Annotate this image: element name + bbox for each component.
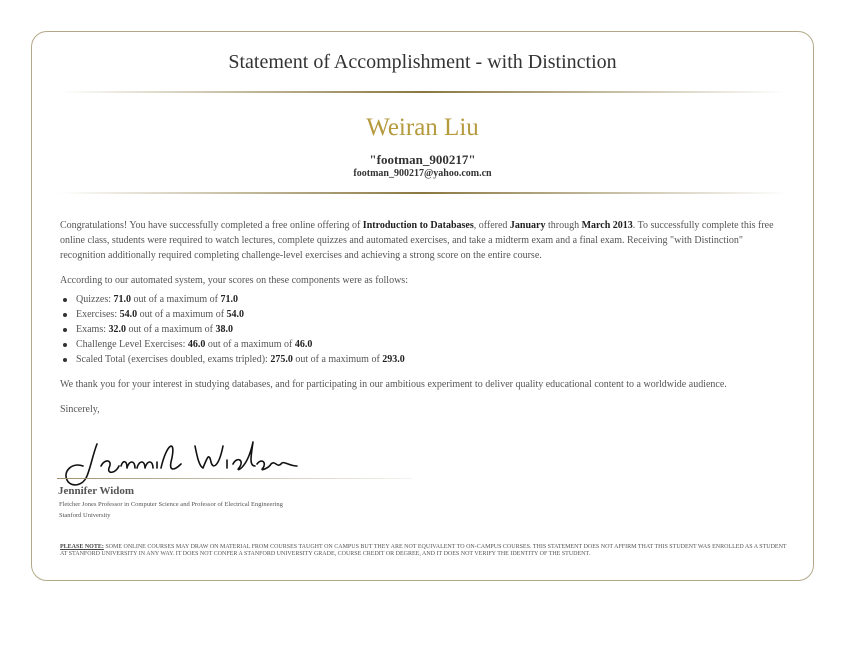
handwritten-signature (57, 432, 417, 492)
score-item-challenge: Challenge Level Exercises: 46.0 out of a maximum of 46.0 (74, 337, 785, 352)
note-text: SOME ONLINE COURSES MAY DRAW ON MATERIAL FROM COURSES TAUGHT ON CAMPUS BUT THEY ARE NOT EQUIVALENT TO ON-CAMPUS COURSES. THIS STATEMENT DOES NOT AFFIRM THAT THIS STUDENT WAS ENROLLED AS A STUDENT AT STANFORD UNIVERSITY IN ANY WAY. IT DOES NOT CONFER A STANFORD UNIVERSITY GRADE, COURSE CREDIT OR DEGREE, AND IT DOES NOT VERIFY THE IDENTITY OF THE STUDENT. (60, 544, 787, 557)
scores-list (60, 292, 785, 367)
recipient-username: "footman_900217" (369, 152, 476, 167)
signer-organization: Stanford University (59, 512, 111, 519)
closing: Sincerely, (60, 404, 100, 415)
top-divider (58, 91, 787, 93)
course-name: Introduction to Databases (362, 220, 474, 231)
certificate-body (60, 218, 785, 427)
certificate-frame (31, 31, 814, 581)
score-item-exams: Exams: 32.0 out of a maximum of 38.0 (74, 322, 785, 337)
recipient-name: Weiran Liu (366, 114, 479, 141)
note-label: PLEASE NOTE: (60, 544, 104, 550)
recipient-email: footman_900217@yahoo.com.cn (353, 168, 492, 179)
thanks-paragraph: We thank you for your interest in studying databases, and for participating in our ambitious experiment to deliver quality educational content to a worldwide audience. (60, 379, 727, 390)
end-date: March 2013 (581, 220, 633, 231)
scores-intro: According to our automated system, your scores on these components were as follows: (60, 275, 408, 286)
signature-line (57, 478, 412, 479)
signer-title: Fletcher Jones Professor in Computer Science and Professor of Electrical Engineering (59, 501, 283, 508)
intro-paragraph: Congratulations! You have successfully completed a free online offering of Introduction to Databases, offered January through March 2013. To successfully complete this free online class, students were required to watch lectures, complete quizzes and automated exercises, and take a midterm exam and a final exam. Receiving "with Distinction" recognition additionally required completing challenge-level exercises and achieving a strong score on the entire course. (60, 220, 774, 261)
signer-name: Jennifer Widom (58, 485, 135, 497)
start-date: January (509, 220, 546, 231)
score-item-exercises: Exercises: 54.0 out of a maximum of 54.0 (74, 307, 785, 322)
score-item-total: Scaled Total (exercises doubled, exams tripled): 275.0 out of a maximum of 293.0 (74, 352, 785, 367)
disclaimer-note (60, 544, 787, 558)
score-item-quizzes: Quizzes: 71.0 out of a maximum of 71.0 (74, 292, 785, 307)
certificate-title: Statement of Accomplishment - with Distinction (228, 51, 617, 73)
middle-divider (58, 192, 787, 194)
